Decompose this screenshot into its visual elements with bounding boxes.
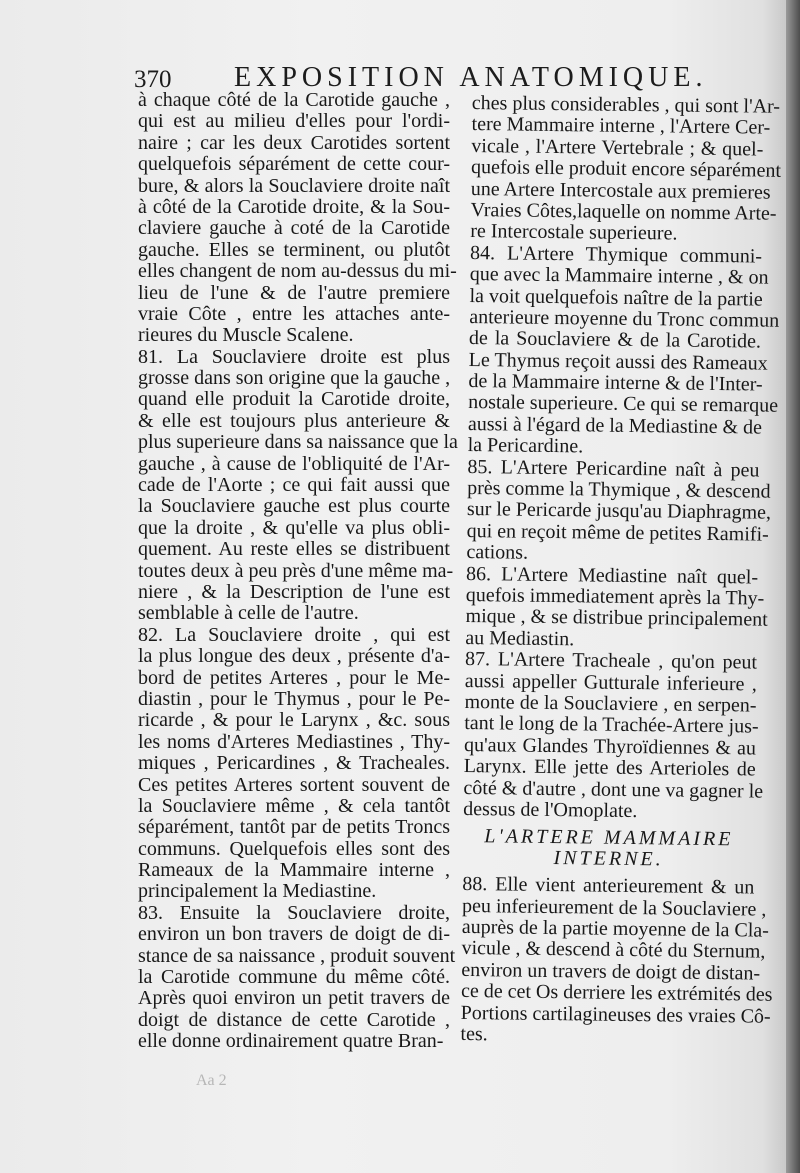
text-line: lieu de l'une & de l'autre premiere (138, 281, 450, 304)
text-line: elles changent de nom au-dessus du mi- (138, 260, 457, 283)
text-line: la plus longue des deux , présente d'a- (138, 645, 450, 668)
text-line: Larynx. Elle jette des Arterioles de (463, 755, 756, 781)
text-line: communs. Quelquefois elles sont des (138, 837, 450, 860)
text-line: semblable à celle de l'autre. (138, 602, 359, 625)
running-title: EXPOSITION ANATOMIQUE. (234, 62, 708, 93)
text-line: 88. Elle vient anterieurement & un (462, 873, 755, 899)
text-line: de la Souclaviere & de la Carotide. (468, 327, 762, 353)
text-line: elle donne ordinairement quatre Bran- (138, 1030, 444, 1053)
text-line: tant le long de la Trachée-Artere jus- (464, 712, 759, 738)
text-line: principalement la Mediastine. (138, 880, 377, 903)
text-line: la Souclaviere gauche est plus courte (138, 495, 450, 518)
text-line: les noms d'Arteres Mediastines , Thy- (138, 730, 450, 753)
text-line: Portions cartilagineuses des vraies Cô- (460, 1001, 771, 1028)
text-line: vraie Côte , entre les attaches ante- (138, 302, 450, 325)
text-line: dessus de l'Omoplate. (463, 797, 638, 822)
section-heading-line-1: L'ARTERE MAMMAIRE (484, 825, 734, 851)
text-line: cade de l'Aorte ; ce qui fait aussi que (138, 474, 450, 497)
text-line: 85. L'Artere Pericardine naît à peu (467, 455, 760, 482)
text-line: niere , & la Description de l'une est (138, 580, 450, 603)
text-line: Après quoi environ un petit travers de (138, 987, 450, 1010)
text-line: Ces petites Arteres sortent souvent de (138, 773, 450, 796)
text-line: que la droite , & qu'elle va plus obli- (138, 516, 450, 539)
text-line: quefois elle produit encore séparément (470, 156, 782, 182)
text-line: tere Mammaire interne , l'Artere Cer- (471, 113, 771, 140)
text-line: Rameaux de la Mammaire interne , (138, 859, 450, 882)
text-line: stance de sa naissance , produit souvent (138, 944, 456, 967)
text-line: 82. La Souclaviere droite , qui est (138, 623, 450, 646)
text-line: qui en reçoit même de petites Ramifi- (466, 519, 769, 546)
text-line: monte de la Souclaviere , en serpen- (464, 690, 757, 717)
text-line: & elle est toujours plus anterieure & (138, 409, 450, 432)
left-text-column (138, 89, 458, 1053)
text-line: claviere gauche à coté de la Carotide (138, 217, 450, 240)
text-line: qu'aux Glandes Thyroïdiennes & au (463, 733, 757, 760)
text-line: séparément, tantôt par de petits Troncs (138, 816, 450, 839)
text-line: environ un bon travers de doigt de di- (138, 923, 450, 946)
section-heading-line-2: INTERNE. (553, 847, 664, 871)
text-line: 84. L'Artere Thymique communi- (469, 241, 763, 268)
text-line: bord de petites Arteres , pour le Me- (138, 666, 450, 689)
text-line: Le Thymus reçoit aussi des Rameaux (468, 348, 768, 375)
text-line: tes. (460, 1022, 488, 1046)
text-line: rieures du Muscle Scalene. (138, 324, 354, 347)
text-line: aussi appeller Gutturale inferieure , (464, 669, 757, 696)
text-line: Vraies Côtes,laquelle on nomme Arte- (470, 198, 777, 225)
text-line: ricarde , & pour le Larynx , &c. sous (138, 709, 450, 732)
text-line: cations. (466, 541, 529, 564)
text-line: miques , Pericardines , & Tracheales. (138, 752, 450, 775)
text-line: toutes deux à peu près d'une même ma- (138, 559, 454, 582)
text-line: gauche , à cause de l'obliquité de l'Ar- (138, 452, 450, 475)
text-line: 87. L'Artere Tracheale , qu'on peut (464, 648, 758, 674)
text-line: à côté de la Carotide droite, & la Sou- (138, 195, 450, 218)
text-line: que avec la Mammaire interne , & on (469, 263, 769, 289)
text-line: vicale , l'Artere Vertebrale ; & quel- (471, 134, 764, 161)
text-line: côté & d'autre , dont une va gagner le (463, 776, 764, 803)
text-line: la voit quelquefois naître de la partie (469, 284, 763, 311)
text-line: mique , & se distribue principalement (465, 605, 768, 632)
text-line: près comme la Thymique , & descend (467, 477, 771, 503)
text-line: une Artere Intercostale aux premieres (470, 177, 771, 204)
text-line: 86. L'Artere Mediastine naît quel- (465, 562, 759, 589)
text-line: sur le Pericarde jusqu'au Diaphragme, (466, 498, 772, 525)
text-line: quand elle produit la Carotide droite, (138, 388, 450, 411)
section-heading (462, 820, 755, 878)
text-line: de la Mammaire interne & de l'Inter- (468, 370, 763, 396)
text-line: 81. La Souclaviere droite est plus (138, 345, 450, 368)
text-line: 83. Ensuite la Souclaviere droite, (138, 901, 450, 924)
page-edge-shadow (786, 0, 800, 1173)
text-line: qui est au milieu d'elles pour l'ordi- (138, 110, 450, 133)
text-line: ce de cet Os derriere les extrémités des (460, 980, 773, 1006)
text-line: la Souclaviere même , & cela tantôt (138, 794, 450, 817)
text-line: naire ; car les deux Carotides sortent (138, 131, 450, 154)
catchword: Aa 2 (196, 1072, 227, 1089)
text-line: au Mediastin. (465, 626, 575, 651)
text-line: vicule , & descend à côté du Sternum, (461, 937, 766, 964)
right-column-upper-text (463, 92, 782, 824)
text-line: re Intercostale superieure. (470, 220, 678, 245)
text-line: nostale superieure. Ce qui se remarque (468, 391, 779, 418)
text-line: diastin , pour le Thymus , pour le Pe- (138, 687, 450, 710)
text-line: bure, & alors la Souclaviere droite naît (138, 174, 450, 197)
text-line: la Pericardine. (467, 434, 584, 458)
text-line: aussi à l'égard de la Mediastine & de (467, 412, 763, 439)
right-text-column (460, 92, 782, 1049)
page-number: 370 (134, 66, 172, 93)
text-line: auprès de la partie moyenne de la Cla- (461, 916, 770, 942)
text-line: gauche. Elles se terminent, ou plutôt (138, 238, 450, 261)
text-line: grosse dans son origine que la gauche , (138, 367, 451, 390)
text-line: quement. Au reste elles se distribuent (138, 538, 450, 561)
text-line: anterieure moyenne du Tronc commun (469, 305, 780, 332)
text-line: quelquefois séparément de cette cour- (138, 153, 450, 176)
right-column-lower-text (460, 873, 773, 1049)
text-line: environ un travers de doigt de distan- (461, 958, 761, 985)
text-line: doigt de distance de cette Carotide , (138, 1008, 450, 1031)
text-line: à chaque côté de la Carotide gauche , (138, 89, 450, 111)
text-line: la Carotide commune du même côté. (138, 966, 450, 989)
text-line: ches plus considerables , qui sont l'Ar- (471, 92, 781, 118)
text-line: plus superieure dans sa naissance que la (138, 431, 458, 454)
text-line: peu inferieurement de la Souclaviere , (461, 894, 767, 921)
text-line: quefois immediatement après la Thy- (465, 583, 765, 610)
